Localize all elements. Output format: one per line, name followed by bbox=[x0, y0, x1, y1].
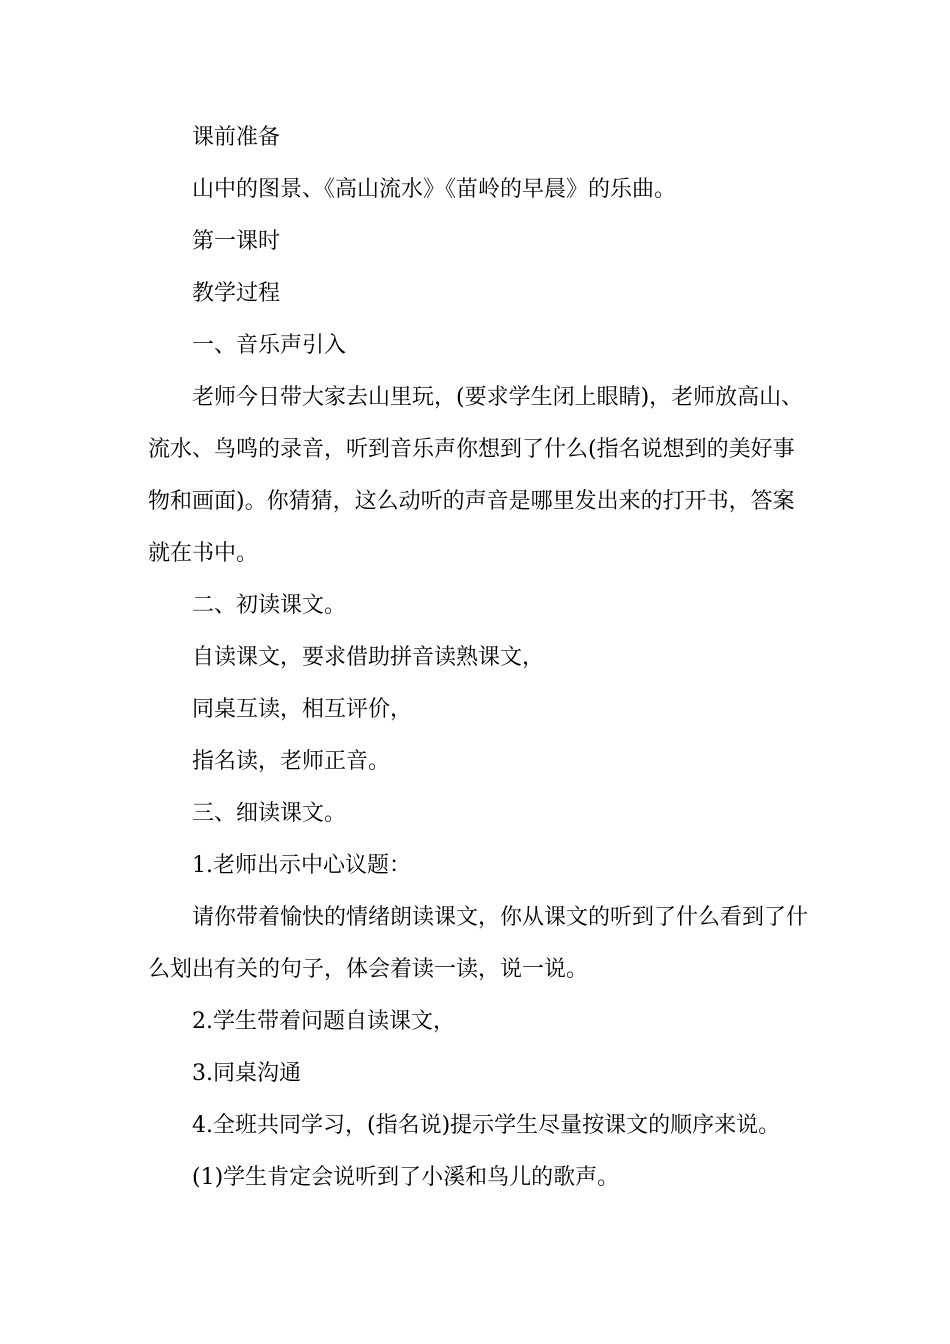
list-item-2: 2.学生带着问题自读课文， bbox=[192, 1009, 455, 1034]
section-heading-2: 二、初读课文。 bbox=[192, 593, 347, 618]
paragraph-question: 请你带着愉快的情绪朗读课文，你从课文的听到了什么看到了什么划出有关的句子，体会着读一读，说一说。 bbox=[148, 905, 809, 982]
paragraph-self-read: 自读课文，要求借助拼音读熟课文， bbox=[192, 645, 545, 670]
paragraph-materials: 山中的图景、《高山流水》《苗岭的早晨》的乐曲。 bbox=[192, 177, 677, 202]
paragraph-pair-read: 同桌互读，相互评价， bbox=[192, 697, 413, 722]
sub-item-1: (1)学生肯定会说听到了小溪和鸟儿的歌声。 bbox=[192, 1165, 620, 1190]
list-item-3: 3.同桌沟通 bbox=[192, 1061, 301, 1086]
list-item-1: 1.老师出示中心议题： bbox=[192, 853, 411, 878]
section-heading-3: 三、细读课文。 bbox=[192, 801, 347, 826]
section-heading-1: 一、音乐声引入 bbox=[192, 333, 347, 358]
heading-preparation: 课前准备 bbox=[192, 125, 281, 150]
document-body bbox=[148, 112, 808, 1204]
heading-first-lesson: 第一课时 bbox=[192, 229, 281, 254]
heading-teaching-process: 教学过程 bbox=[192, 281, 281, 306]
paragraph-intro: 老师今日带大家去山里玩，(要求学生闭上眼睛)，老师放高山、流水、鸟鸣的录音，听到音乐声你想到了什么(指名说想到的美好事物和画面)。你猜猜，这么动听的声音是哪里发出来的打开书，答案就在书中。 bbox=[148, 385, 804, 566]
paragraph-correct: 指名读，老师正音。 bbox=[192, 749, 391, 774]
list-item-4: 4.全班共同学习，(指名说)提示学生尽量按课文的顺序来说。 bbox=[192, 1113, 781, 1138]
